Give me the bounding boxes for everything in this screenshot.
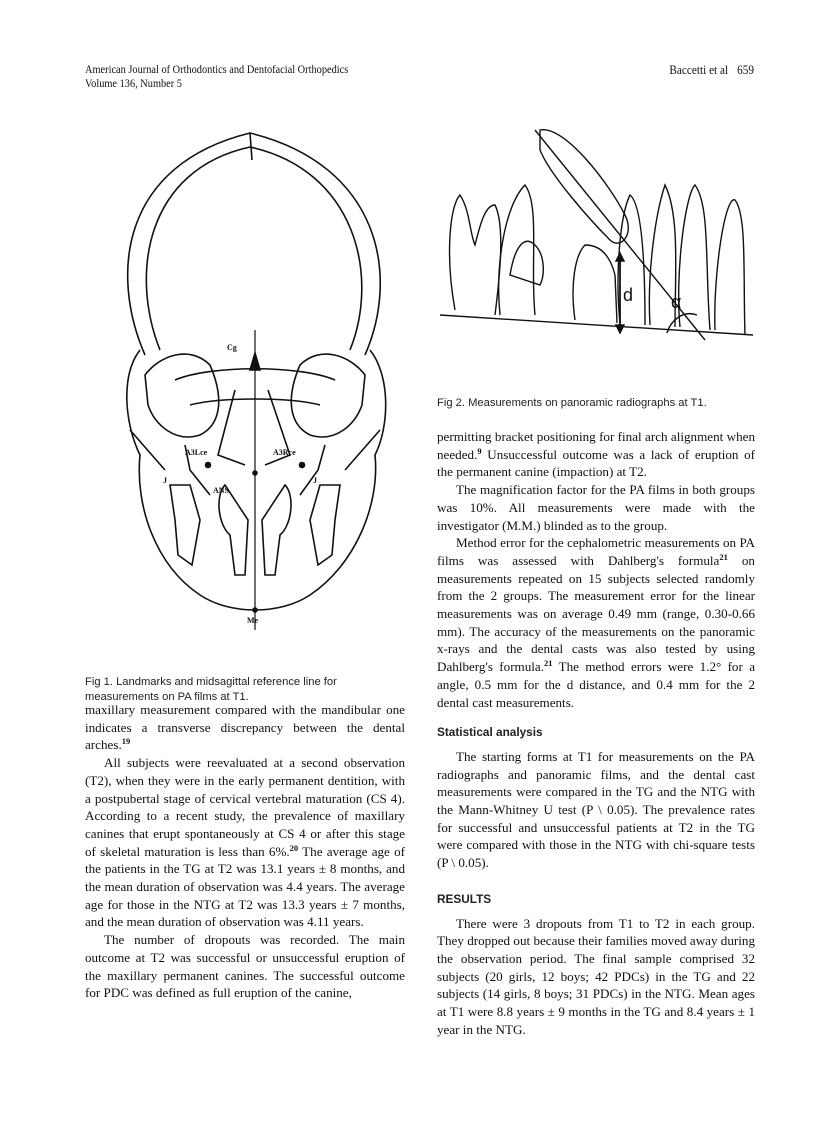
citation-superscript: 21 <box>544 658 553 669</box>
journal-title: American Journal of Orthodontics and Dentofacial Orthopedics <box>85 64 349 76</box>
figure-1-caption: Fig 1. Landmarks and midsagittal reference line for measurements on PA films at T1. <box>85 676 337 703</box>
landmark-me: Me <box>247 616 259 625</box>
paragraph-text: Unsuccessful outcome was a lack of eruption of the permanent canine (impaction) at T2. <box>437 446 755 480</box>
paragraph-text: All subjects were reevaluated at a second observation (T2), when they were in the early permanent dentition, with a postpubertal stage of cervical vertebral maturation (CS 4). According to a recent study, the prevalence of maxillary canines that erupt spontaneously at CS 4 or after this stage of skeletal maturation is less than 6%. <box>85 755 405 859</box>
figure-2-panoramic-drawing <box>435 125 757 350</box>
paragraph <box>437 481 755 534</box>
figure-2-caption: Fig 2. Measurements on panoramic radiographs at T1. <box>437 397 707 409</box>
landmark-j-left: J <box>163 476 167 485</box>
paragraph-text: maxillary measurement compared with the mandibular one indicates a transverse discrepancy between the dental arches. <box>85 702 405 753</box>
section-heading-results: RESULTS <box>437 891 492 906</box>
statistical-analysis-paragraphs <box>437 748 755 872</box>
results-paragraphs <box>437 915 755 1039</box>
landmark-a3lce: A3Lce <box>185 448 208 457</box>
citation-superscript: 19 <box>121 736 131 747</box>
body-paragraphs <box>437 428 755 711</box>
label-alpha-angle: α <box>671 292 682 312</box>
paragraph <box>437 915 755 1039</box>
landmark-ans: ANS <box>213 486 230 495</box>
paragraph-text: The magnification factor for the PA films in both groups was 10%. All measurements were made with the investigator (M.M.) blinded as to the group. <box>437 482 755 533</box>
citation-superscript: 9 <box>477 445 482 456</box>
right-column-text <box>437 428 755 1039</box>
paragraph <box>85 931 405 1002</box>
paragraph <box>85 754 405 931</box>
landmark-cg: Cg <box>227 343 237 352</box>
citation-superscript: 20 <box>289 842 299 853</box>
journal-volume: Volume 136, Number 5 <box>85 78 182 90</box>
paragraph <box>85 701 405 754</box>
paragraph-text: The number of dropouts was recorded. The main outcome at T2 was successful or unsuccessful eruption of the maxillary permanent canines. The successful outcome for PDC was defined as full eruption of the canine, <box>85 932 405 1001</box>
body-paragraphs <box>85 701 405 1002</box>
paragraph <box>437 428 755 481</box>
running-header-right <box>660 63 754 77</box>
left-column-text <box>85 701 405 1002</box>
landmark-a3rce: A3Rce <box>273 448 296 457</box>
paragraph-text: The starting forms at T1 for measurements on the PA radiographs and panoramic films, and the dental cast measurements were compared in the TG and the NTG with the Mann-Whitney U test (P \ 0.05). The prevalence rates for successful and unsuccessful patients at T2 in the TG were compared with those in the NTG with chi-square tests (P \ 0.05). <box>437 748 755 871</box>
label-d-distance: d <box>623 285 634 305</box>
paragraph <box>437 534 755 711</box>
paragraph-text: There were 3 dropouts from T1 to T2 in each group. They dropped out because their families moved away during the observation period. The final sample comprised 32 subjects (20 girls, 12 boys; 42 PDCs) in the TG and 22 subjects (14 girls, 8 boys; 31 PDCs) in the NTG. Mean ages at T1 were 8.8 years ± 9 months in the TG and 8.4 years ± 1 year in the NTG. <box>437 915 755 1037</box>
figure-1-skull-drawing <box>100 125 410 635</box>
running-header-left <box>85 63 348 91</box>
paragraph-text: The average age of the patients in the TG at T2 was 13.1 years ± 8 months, and the mean duration of observation was 4.4 years. The average age for those in the NTG at T2 was 13.3 years ± 7 months, and the mean duration of observation was 4.11 years. <box>85 843 406 930</box>
author-names: Baccetti et al <box>669 63 729 77</box>
landmark-j-right: J <box>313 476 317 485</box>
page-number: 659 <box>737 63 754 77</box>
paragraph-text: The method errors were 1.2° for a angle, 0.5 mm for the d distance, and 0.4 mm for the 2 dental cast measurements. <box>437 659 756 710</box>
citation-superscript: 21 <box>719 551 728 562</box>
section-heading-statistical-analysis: Statistical analysis <box>437 725 543 740</box>
paragraph <box>437 748 755 872</box>
paragraph-text: permitting bracket positioning for final arch alignment when needed. <box>437 429 755 462</box>
paragraph-text: Method error for the cephalometric measurements on PA films was assessed with Dahlberg's formula <box>437 535 755 568</box>
paragraph-text: on measurements repeated on 15 subjects selected randomly from the 2 groups. The measurement error for the linear measurements was on average 0.49 mm (range, 0.30-0.66 mm). The accuracy of the measurements on the panoramic x-rays and the dental casts was also tested by using Dahlberg's formula. <box>437 552 755 675</box>
